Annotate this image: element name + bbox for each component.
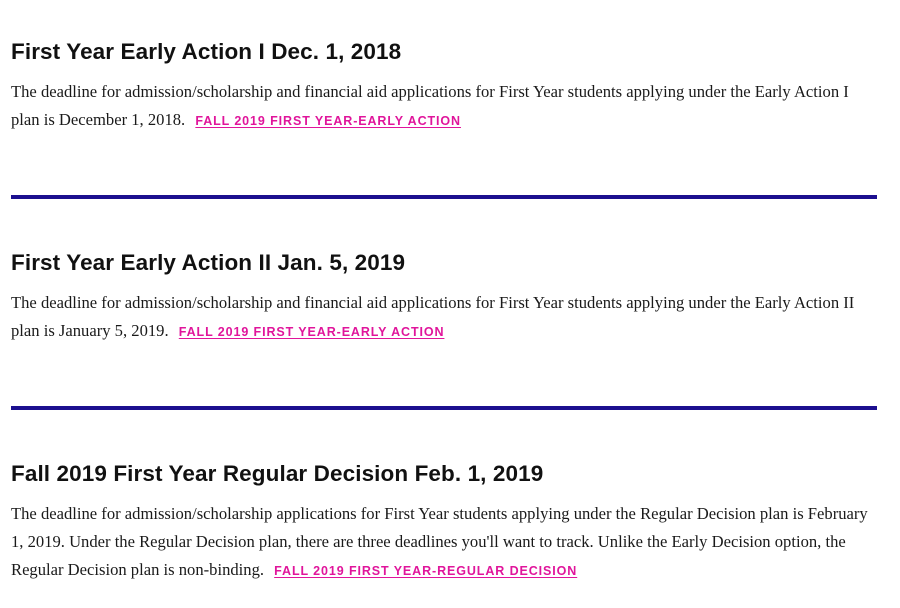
section-description-text: The deadline for admission/scholarship and financial aid applications for First Year students applying under the Early Action I plan is December 1, 2018. xyxy=(11,82,849,129)
section-heading: First Year Early Action I Dec. 1, 2018 xyxy=(11,39,402,64)
deadline-section-early-action-1 xyxy=(11,38,877,135)
section-description xyxy=(11,289,877,346)
deadline-section-regular-decision xyxy=(11,460,877,585)
section-heading: Fall 2019 First Year Regular Decision Feb. 1, 2019 xyxy=(11,461,544,486)
section-description-text: The deadline for admission/scholarship applications for First Year students applying under the Regular Decision plan is February 1, 2019. Under the Regular Decision plan, there are three deadlines you'll want to track. Unlike the Early Decision option, the Regular Decision plan is non-binding. xyxy=(11,504,868,579)
regular-decision-link[interactable]: FALL 2019 FIRST YEAR-REGULAR DECISION xyxy=(274,564,578,578)
section-description xyxy=(11,500,877,585)
section-divider xyxy=(11,406,877,410)
section-description-text: The deadline for admission/scholarship and financial aid applications for First Year students applying under the Early Action II plan is January 5, 2019. xyxy=(11,293,855,340)
section-description xyxy=(11,78,877,135)
section-heading: First Year Early Action II Jan. 5, 2019 xyxy=(11,250,406,275)
deadline-section-early-action-2 xyxy=(11,249,877,346)
early-action-link[interactable]: FALL 2019 FIRST YEAR-EARLY ACTION xyxy=(178,325,445,339)
section-divider xyxy=(11,195,877,199)
early-action-link[interactable]: FALL 2019 FIRST YEAR-EARLY ACTION xyxy=(195,114,461,128)
